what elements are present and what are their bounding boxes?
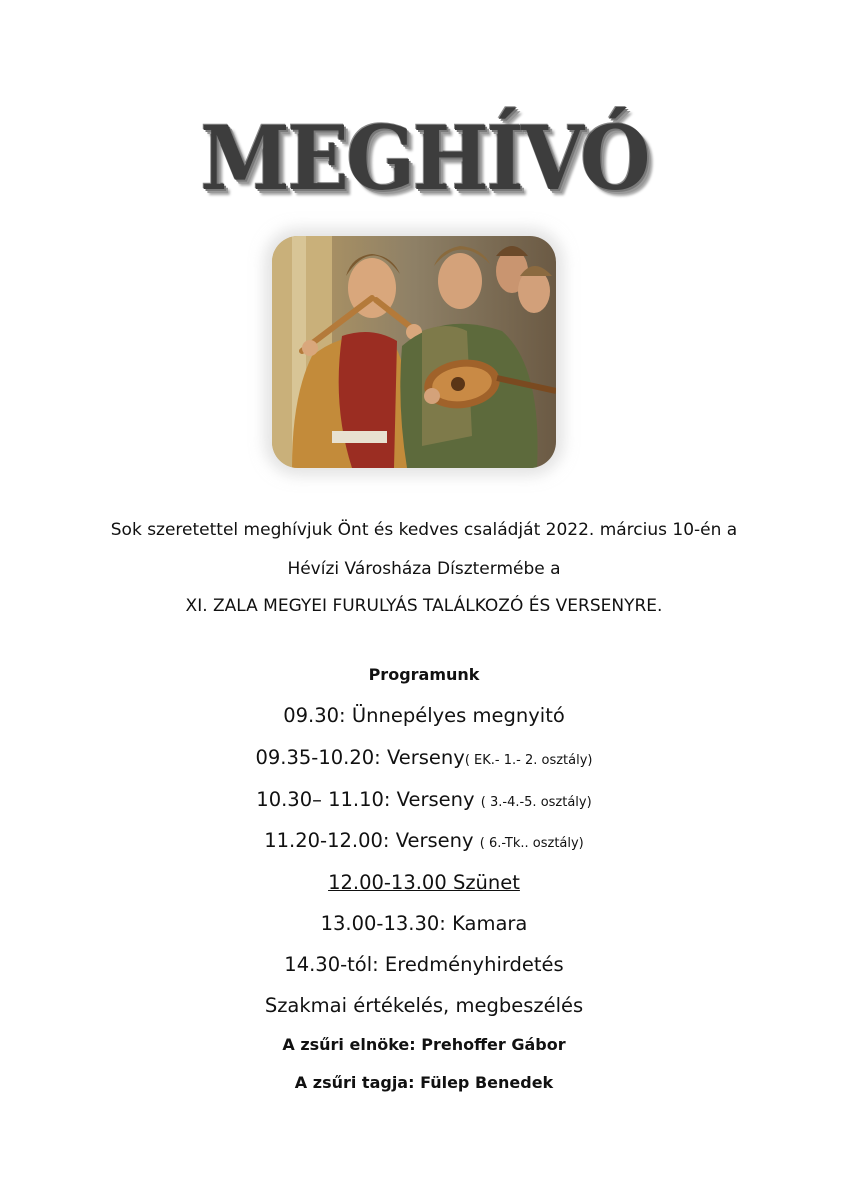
program-item [0,994,848,1017]
program-item [0,912,848,935]
program-item [0,829,848,852]
program-item-main: 14.30-tól: Eredményhirdetés [284,953,564,976]
program-heading: Programunk [368,665,480,684]
program-item [0,746,848,769]
painting-illustration [272,236,556,468]
program-item-note: ( EK.- 1.- 2. osztály) [464,753,593,768]
invitation-line-2: Hévízi Városháza Dísztermébe a [287,559,561,579]
program-item [0,871,848,894]
jury-member: A zsűri tagja: Fülep Benedek [294,1073,554,1092]
program-item-main: 10.30– 11.10: Verseny [256,788,481,811]
jury-chair: A zsűri elnöke: Prehoffer Gábor [282,1035,566,1054]
program-item-main: 12.00-13.00 Szünet [328,871,520,894]
program-item [0,953,848,976]
program-item [0,788,848,811]
program-item-main: 11.20-12.00: Verseny [264,829,480,852]
medieval-musicians-image [272,236,556,468]
page-title: MEGHÍVÓ [200,106,648,210]
invitation-line-3: XI. ZALA MEGYEI FURULYÁS TALÁLKOZÓ ÉS VERSENYRE. [185,596,663,616]
program-item-main: 13.00-13.30: Kamara [320,912,528,935]
program-item-main: 09.30: Ünnepélyes megnyitó [283,704,565,727]
program-item-note: ( 3.-4.-5. osztály) [480,795,592,810]
invitation-line-1: Sok szeretettel meghívjuk Önt és kedves családját 2022. március 10-én a [110,520,738,540]
program-item [0,704,848,727]
program-item-main: 09.35-10.20: Verseny [255,746,465,769]
program-item-main: Szakmai értékelés, megbeszélés [264,994,584,1017]
program-item-note: ( 6.-Tk.. osztály) [479,836,584,851]
